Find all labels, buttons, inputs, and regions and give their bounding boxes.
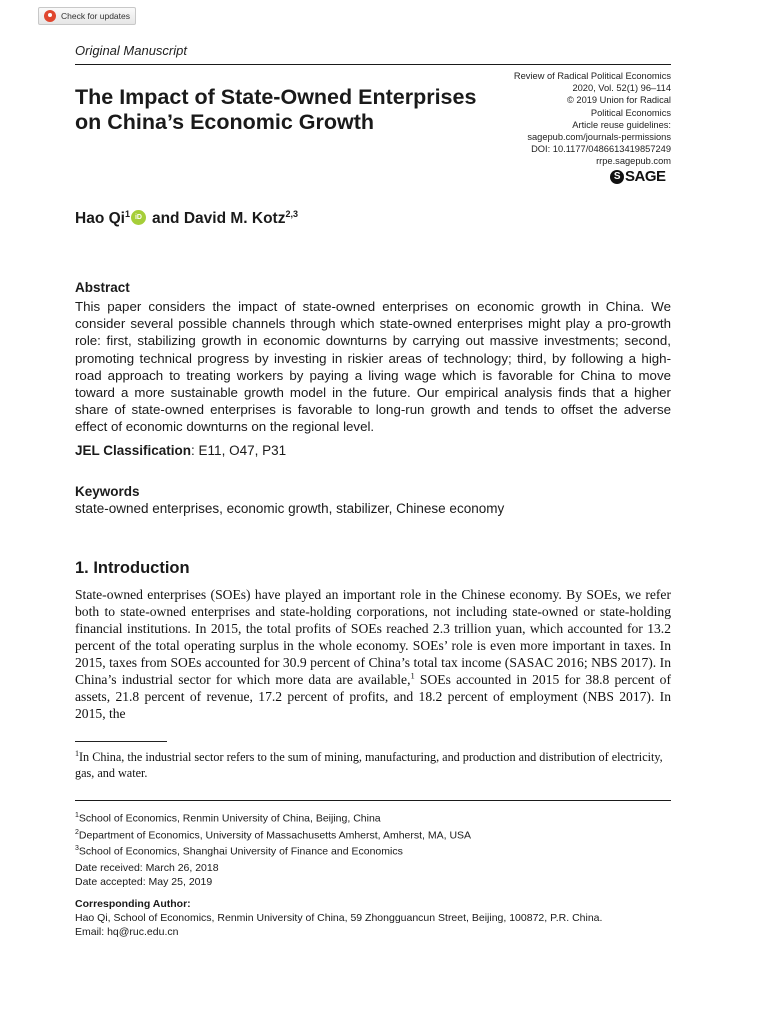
corresponding-address: Hao Qi, School of Economics, Renmin University of China, 59 Zhongguancun Street, Beijing, 100872, P.R. China. [75, 912, 603, 925]
affiliation-item [75, 809, 471, 826]
update-icon [44, 10, 56, 22]
author-line [75, 210, 298, 228]
article-title: The Impact of State-Owned Enterprises on China’s Economic Growth [75, 85, 477, 134]
footnote-text: In China, the industrial sector refers to the sum of mining, manufacturing, and production and distribution of electricity, gas, and water. [75, 750, 663, 781]
abstract-text: This paper considers the impact of state-owned enterprises on economic growth in China. We consider several possible channels through which state-owned enterprises might play a pro-growth role: first, stabilizing growth in economic downturns by carrying out massive investments; second, promoting technical progress by investing in riskier areas of technology; third, by following a high-road approach to treating workers by paying a living wage which is favorable for China to move toward a more sustainable growth model in the future. Our empirical analysis finds that a higher share of state-owned enterprises is favorable to long-run growth and tends to offset the adverse effect of economic downturns on the regional level. [75, 299, 671, 435]
footnote-ref[interactable]: 1 [410, 670, 415, 681]
introduction-heading: 1. Introduction [75, 559, 190, 577]
jel-label: JEL Classification [75, 443, 192, 458]
article-dates [75, 861, 219, 889]
sage-logo-icon: S [610, 170, 624, 184]
header-divider [75, 64, 671, 65]
affiliation-text: School of Economics, Shanghai University of Finance and Economics [78, 845, 403, 858]
footnote [75, 746, 671, 781]
intro-text-part1: State-owned enterprises (SOEs) have played an important role in the Chinese economy. By SOEs, we refer both to state-owned enterprises and state-holding corporations, not including state-owned or state-holding financial institutions. In 2015, the total profits of SOEs reached 2.3 trillion yuan, which accounted for 13.2 percent of the total operating surplus in the whole economy. SOEs’ role is even more important in taxes. In 2015, taxes from SOEs accounted for 30.9 percent of China’s total tax income (SASAC 2016; NBS 2017). In China’s industrial sector for which more data are available, [75, 587, 671, 687]
manuscript-type: Original Manuscript [75, 43, 187, 58]
affiliation-item [75, 842, 471, 859]
keywords-text: state-owned enterprises, economic growth, stabilizer, Chinese economy [75, 501, 505, 516]
jel-value: : E11, O47, P31 [191, 443, 287, 458]
author-2-affiliation: 2,3 [285, 209, 298, 219]
jel-classification [75, 443, 286, 458]
journal-copyright: © 2019 Union for Radical [566, 95, 671, 106]
footnote-mark: 1 [75, 749, 79, 758]
introduction-text [75, 586, 671, 722]
journal-copyright-2: Political Economics [590, 107, 671, 118]
author-2[interactable]: David M. Kotz [183, 210, 286, 227]
date-received: Date received: March 26, 2018 [75, 862, 219, 874]
intro-text-part2: SOEs accounted in 2015 for 38.8 percent of assets, 21.8 percent of revenue, 17.2 percent of profits, and 18.2 percent of employment (NBS 2017). In 2015, the [75, 672, 671, 721]
date-accepted: Date accepted: May 25, 2019 [75, 876, 213, 889]
sage-logo-text: SAGE [625, 168, 666, 185]
corresponding-author [75, 897, 602, 940]
corresponding-email[interactable]: Email: hq@ruc.edu.cn [75, 926, 179, 939]
journal-name: Review of Radical Political Economics [513, 71, 671, 81]
affiliation-item [75, 826, 471, 843]
doi-link[interactable]: DOI: 10.1177/0486613419857249 [531, 144, 671, 155]
affiliation-mark: 3 [75, 845, 79, 853]
affiliation-mark: 1 [75, 812, 79, 819]
footnote-divider [75, 741, 167, 742]
affiliation-divider [75, 800, 671, 801]
reuse-label: Article reuse guidelines: [572, 119, 671, 130]
affiliations [75, 809, 471, 859]
journal-info [441, 70, 671, 168]
affiliation-text: School of Economics, Renmin University of China, Beijing, China [78, 812, 381, 825]
author-1-affiliation: 1 [124, 209, 130, 219]
check-for-updates-button[interactable] [38, 7, 136, 25]
sage-logo [610, 168, 666, 185]
corresponding-label: Corresponding Author: [75, 898, 191, 910]
affiliation-mark: 2 [75, 828, 79, 836]
author-1[interactable]: Hao Qi [75, 210, 125, 227]
reuse-link[interactable]: sagepub.com/journals-permissions [527, 132, 671, 143]
orcid-icon[interactable]: iD [131, 210, 146, 225]
keywords-heading: Keywords [75, 484, 140, 499]
abstract-heading: Abstract [75, 280, 130, 295]
journal-site-link[interactable]: rrpe.sagepub.com [596, 156, 671, 167]
affiliation-text: Department of Economics, University of Massachusetts Amherst, Amherst, MA, USA [78, 829, 472, 842]
author-conjunction: and [151, 210, 180, 227]
check-for-updates-label: Check for updates [61, 11, 130, 21]
journal-volume: 2020, Vol. 52(1) 96–114 [572, 83, 671, 94]
